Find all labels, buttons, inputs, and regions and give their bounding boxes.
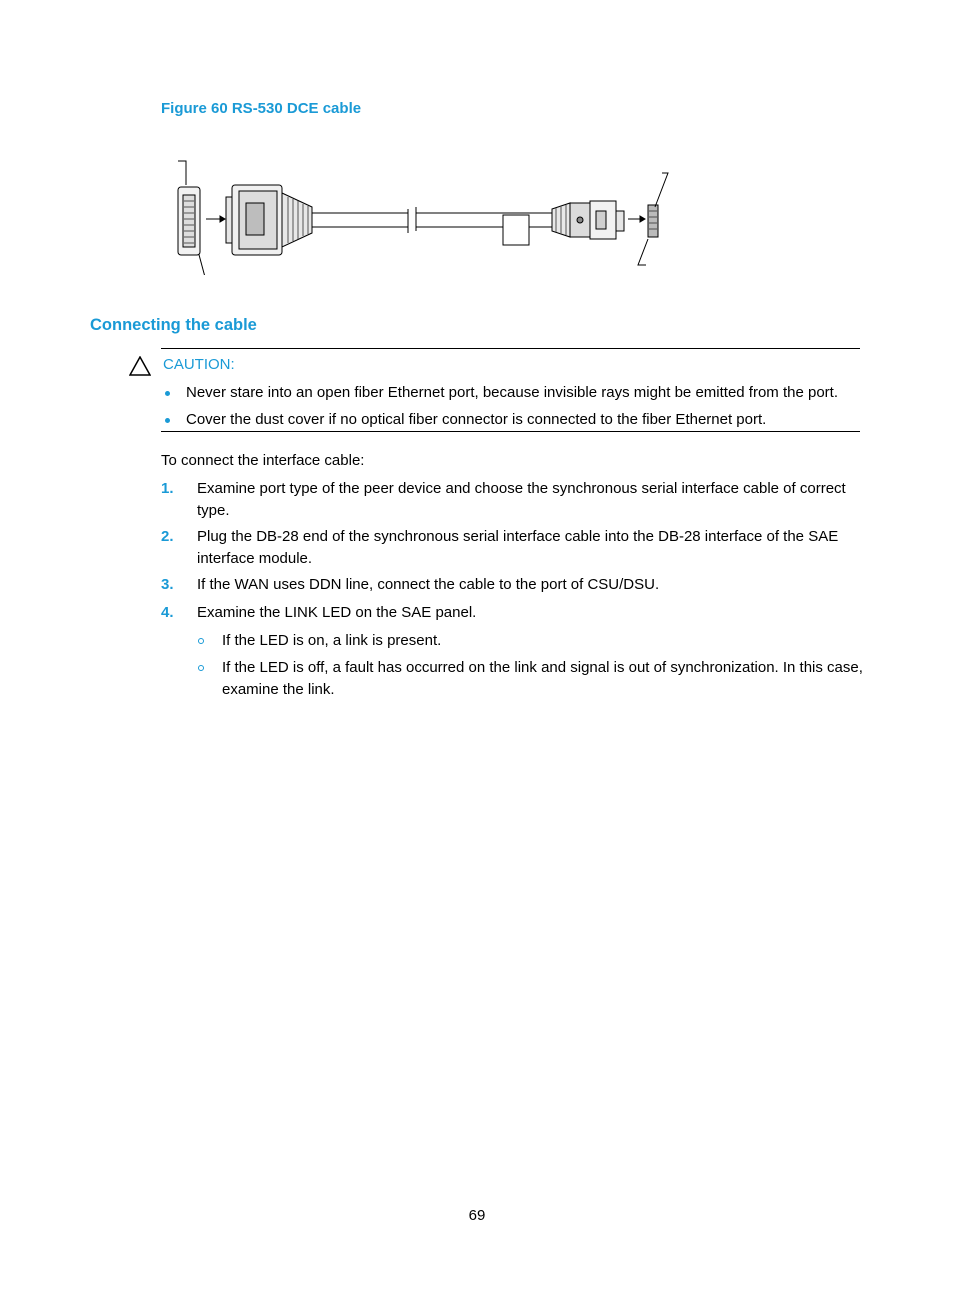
caution-bullet-2: Cover the dust cover if no optical fiber connector is connected to the fiber Ethernet port. xyxy=(186,411,767,428)
leader-line-left-top xyxy=(178,161,186,185)
caution-bottom-rule xyxy=(161,431,860,432)
page-number: 69 xyxy=(468,1207,486,1224)
intro-text: To connect the interface cable: xyxy=(161,452,365,469)
step-number: 4. xyxy=(161,604,174,621)
caution-label: CAUTION: xyxy=(163,356,235,373)
step-text: Plug the DB-28 end of the synchronous serial interface cable into the DB-28 interface of the SAE interface module. xyxy=(197,528,839,567)
sub-bullet-circle-icon xyxy=(198,638,204,644)
section-heading: Connecting the cable xyxy=(90,316,257,334)
step-number: 1. xyxy=(161,480,174,497)
cable-label-tag xyxy=(503,215,529,245)
step-text: Examine the LINK LED on the SAE panel. xyxy=(197,604,477,621)
caution-top-rule xyxy=(161,348,860,349)
warning-triangle-icon xyxy=(129,356,151,376)
bullet-dot xyxy=(165,418,170,423)
sub-step-text: If the LED is off, a fault has occurred on the link and signal is out of synchronization. In this case, examine the link. xyxy=(222,659,863,698)
figure-caption: Figure 60 RS-530 DCE cable xyxy=(161,100,362,117)
leader-line-right-bottom xyxy=(638,239,648,265)
caution-bullet-1: Never stare into an open fiber Ethernet port, because invisible rays might be emitted from the port. xyxy=(186,384,839,401)
step-text: If the WAN uses DDN line, connect the cable to the port of CSU/DSU. xyxy=(197,576,660,593)
rs530-dce-cable-figure xyxy=(170,155,680,275)
step-text: Examine port type of the peer device and choose the synchronous serial interface cable of correct type. xyxy=(197,480,846,519)
step-number: 3. xyxy=(161,576,174,593)
dce-connector-face xyxy=(648,205,658,237)
sub-bullet-circle-icon xyxy=(198,665,204,671)
bullet-dot xyxy=(165,391,170,396)
step-number: 2. xyxy=(161,528,174,545)
leader-line-right-top xyxy=(655,173,668,207)
sub-step-text: If the LED is on, a link is present. xyxy=(222,632,442,649)
